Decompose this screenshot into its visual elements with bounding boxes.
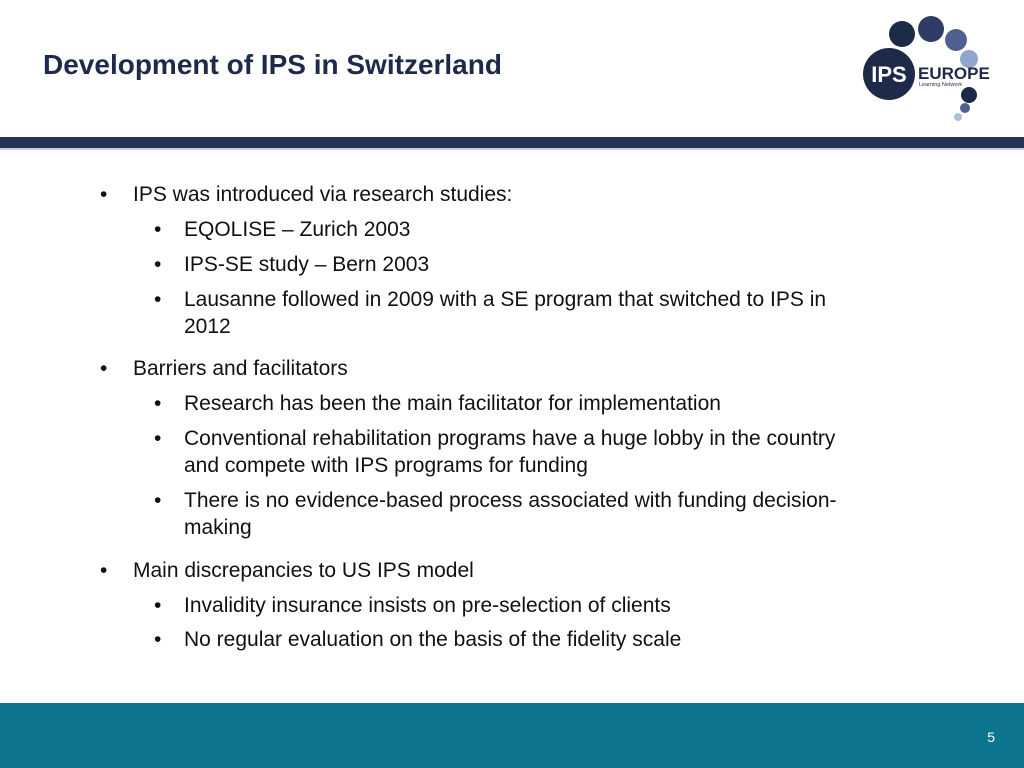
bullet-marker: • <box>154 489 162 512</box>
page-number: 5 <box>987 729 995 745</box>
sub-bullet-3-1: Invalidity insurance insists on pre-selection of clients <box>184 594 671 617</box>
footer-bar <box>0 703 1024 768</box>
bullet-marker: • <box>154 288 162 311</box>
logo-word: EUROPE <box>918 64 990 83</box>
bullet-2: Barriers and facilitators <box>133 357 348 380</box>
bullet-1: IPS was introduced via research studies: <box>133 183 513 206</box>
slide-title: Development of IPS in Switzerland <box>43 49 502 80</box>
sub-bullet-2-3-continued: making <box>184 516 252 539</box>
sub-bullet-1-1: EQOLISE – Zurich 2003 <box>184 218 411 241</box>
logo-badge-text: IPS <box>871 62 907 87</box>
bullet-marker: • <box>154 594 162 617</box>
sub-bullet-2-3: There is no evidence-based process associated with funding decision- <box>184 489 837 512</box>
bullet-marker: • <box>100 183 108 206</box>
bullet-marker: • <box>154 628 162 651</box>
bullet-marker: • <box>100 559 108 582</box>
logo-tagline: Learning Network <box>919 82 963 88</box>
bullet-marker: • <box>154 218 162 241</box>
bullet-3: Main discrepancies to US IPS model <box>133 559 474 582</box>
bullet-marker: • <box>100 357 108 380</box>
sub-bullet-1-3-continued: 2012 <box>184 315 231 338</box>
sub-bullet-3-2: No regular evaluation on the basis of the fidelity scale <box>184 628 682 651</box>
sub-bullet-1-3: Lausanne followed in 2009 with a SE program that switched to IPS in <box>184 288 827 311</box>
sub-bullet-2-2-continued: and compete with IPS programs for funding <box>184 454 588 477</box>
bullet-marker: • <box>154 427 162 450</box>
sub-bullet-2-2: Conventional rehabilitation programs have a huge lobby in the country <box>184 427 836 450</box>
bullet-marker: • <box>154 392 162 415</box>
bullet-marker: • <box>154 253 162 276</box>
sub-bullet-2-1: Research has been the main facilitator for implementation <box>184 392 721 415</box>
sub-bullet-1-2: IPS-SE study – Bern 2003 <box>184 253 430 276</box>
